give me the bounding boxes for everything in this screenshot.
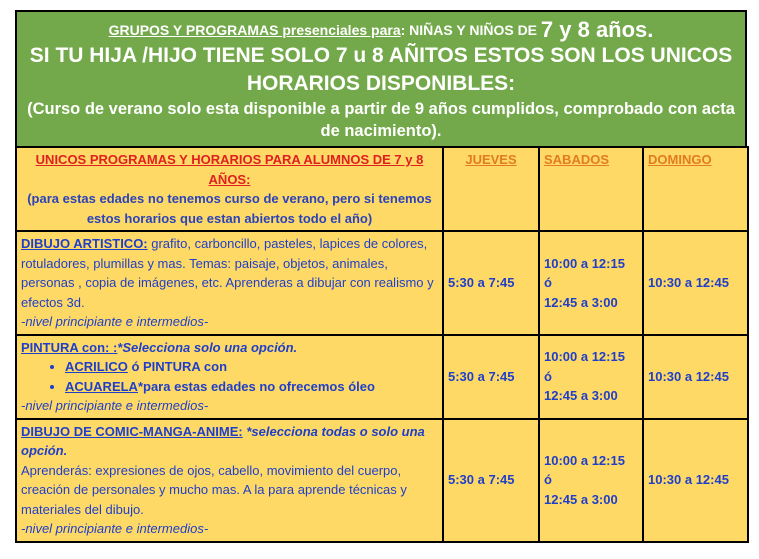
pintura-options-list bbox=[21, 357, 438, 396]
program-title: DIBUJO DE COMIC-MANGA-ANIME: bbox=[21, 423, 243, 439]
time-sabados bbox=[539, 231, 643, 335]
program-description: grafito, carboncillo, pasteles, lapices de colores, rotuladores, plumillas y mas. Temas: paisaje, objetos, animales, personas , copia de imágenes, etc. Aprenderas a dibujar con realismo y efectos 3d. bbox=[21, 236, 434, 310]
time-domingo bbox=[643, 231, 748, 335]
table-header-row bbox=[16, 147, 748, 231]
option-text: ó PINTURA con bbox=[127, 359, 228, 374]
program-description: Aprenderás: expresiones de ojos, cabello, movimiento del cuerpo, creación de personales y mucho mas. A la para aprende técnicas y materiales del dibujo. bbox=[21, 462, 407, 517]
header-line1-colon: : bbox=[400, 22, 406, 38]
time-domingo bbox=[643, 335, 748, 419]
time-value: 12:45 a 3:00 bbox=[544, 294, 618, 310]
header-banner bbox=[15, 10, 747, 146]
time-domingo bbox=[643, 419, 748, 542]
day-header-label: DOMINGO bbox=[648, 152, 712, 167]
table-row bbox=[16, 231, 748, 335]
programs-header-title: UNICOS PROGRAMAS Y HORARIOS PARA ALUMNOS DE 7 y 8 AÑOS: bbox=[35, 152, 424, 187]
option-text: *para estas edades no ofrecemos óleo bbox=[137, 378, 375, 394]
time-jueves bbox=[443, 419, 539, 542]
time-value: 12:45 a 3:00 bbox=[544, 388, 618, 404]
time-value: 10:00 a 12:15 bbox=[544, 255, 625, 271]
time-value: 10:30 a 12:45 bbox=[648, 275, 729, 290]
time-value: 12:45 a 3:00 bbox=[544, 491, 618, 507]
header-line1-prefix: GRUPOS Y PROGRAMAS presenciales para bbox=[108, 22, 401, 38]
time-or: ó bbox=[544, 275, 552, 290]
programs-header-note: (para estas edades no tenemos curso de verano, pero si tenemos estos horarios que estan abiertos todo el año) bbox=[27, 191, 432, 226]
time-value: 5:30 a 7:45 bbox=[448, 368, 515, 384]
table-row bbox=[16, 419, 748, 542]
header-line1-age: 7 y 8 años. bbox=[540, 17, 654, 42]
program-cell-pintura bbox=[16, 335, 443, 419]
time-sabados bbox=[539, 419, 643, 542]
programs-header-cell bbox=[16, 147, 443, 231]
program-note: *selecciona todas o solo una opción. bbox=[21, 423, 425, 458]
program-note: *Selecciona solo una opción. bbox=[117, 339, 298, 355]
time-jueves bbox=[443, 335, 539, 419]
time-jueves bbox=[443, 231, 539, 335]
table-row bbox=[16, 335, 748, 419]
time-sabados bbox=[539, 335, 643, 419]
day-header-domingo bbox=[643, 147, 748, 231]
time-value: 5:30 a 7:45 bbox=[448, 472, 515, 488]
program-level: -nivel principiante e intermedios- bbox=[21, 398, 209, 413]
program-title: DIBUJO ARTISTICO: bbox=[21, 236, 148, 251]
program-level: -nivel principiante e intermedios- bbox=[21, 521, 209, 536]
list-item bbox=[65, 357, 438, 377]
schedule-flyer bbox=[15, 10, 747, 543]
time-value: 5:30 a 7:45 bbox=[448, 275, 515, 290]
time-or: ó bbox=[544, 368, 552, 384]
option-acrilico: ACRILICO bbox=[65, 359, 128, 374]
list-item bbox=[65, 377, 438, 397]
schedule-table bbox=[15, 146, 749, 543]
day-header-sabados bbox=[539, 147, 643, 231]
day-header-label: SABADOS bbox=[544, 152, 610, 167]
option-acuarela: ACUARELA bbox=[65, 378, 138, 394]
header-line3: (Curso de verano solo esta disponible a partir de 9 años cumplidos, comprobado con acta de nacimiento). bbox=[27, 100, 735, 140]
day-header-jueves bbox=[443, 147, 539, 231]
program-level: -nivel principiante e intermedios- bbox=[21, 314, 209, 329]
program-cell-dibujo-artistico bbox=[16, 231, 443, 335]
time-value: 10:00 a 12:15 bbox=[544, 452, 625, 468]
header-line1-mid: NIÑAS Y NIÑOS DE bbox=[405, 22, 541, 38]
time-value: 10:30 a 12:45 bbox=[648, 472, 729, 488]
time-value: 10:30 a 12:45 bbox=[648, 368, 729, 384]
program-cell-comic-manga-anime bbox=[16, 419, 443, 542]
day-header-label: JUEVES bbox=[465, 152, 517, 167]
time-or: ó bbox=[544, 472, 552, 488]
program-title: PINTURA con: : bbox=[21, 339, 118, 355]
time-value: 10:00 a 12:15 bbox=[544, 349, 625, 365]
header-line1 bbox=[23, 18, 739, 42]
header-line2: SI TU HIJA /HIJO TIENE SOLO 7 u 8 AÑITOS ESTOS SON LOS UNICOS HORARIOS DISPONIBLES: bbox=[29, 44, 733, 95]
